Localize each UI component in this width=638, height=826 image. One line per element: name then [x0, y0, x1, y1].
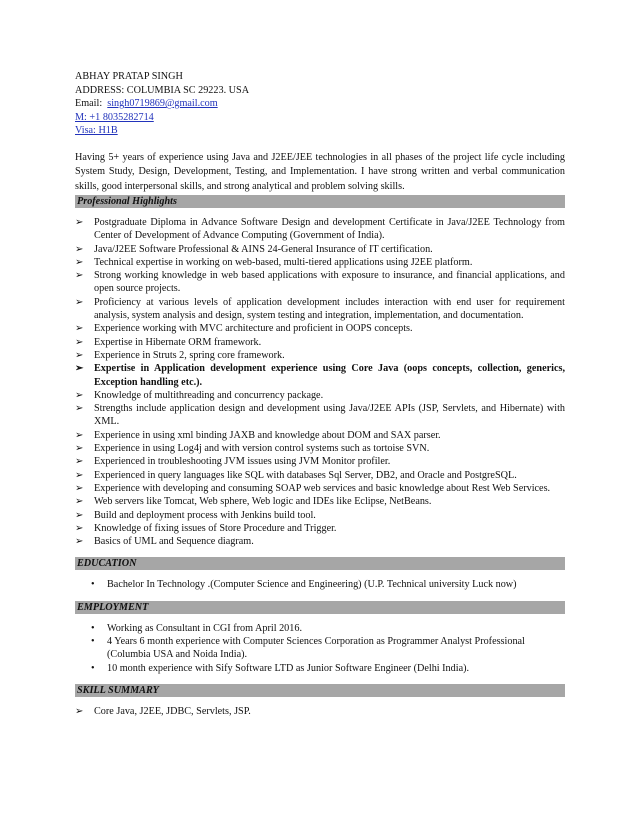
list-item — [75, 705, 565, 718]
highlights-list — [75, 216, 565, 548]
arrow-bullet-icon: ➢ — [75, 349, 84, 361]
arrow-bullet-icon: ➢ — [75, 469, 84, 481]
address-line: ADDRESS: COLUMBIA SC 29223. USA — [75, 84, 250, 96]
list-item-text: Proficiency at various levels of application development includes interaction with end user for requirement analysis, system analysis and design, system testing and integration, implementation, and documentation. — [94, 296, 565, 322]
list-item-text: 4 Years 6 month experience with Computer Sciences Corporation as Programmer Analyst Professional (Columbia USA and Noida India). — [107, 636, 525, 661]
arrow-bullet-icon: ➢ — [75, 536, 84, 548]
email-link[interactable]: singh0719869@gmail.com — [107, 98, 218, 109]
arrow-bullet-icon: ➢ — [75, 443, 84, 455]
list-item-text: Basics of UML and Sequence diagram. — [94, 536, 254, 548]
list-item-text: Strengths include application design and development using Java/J2EE APIs (JSP, Servlets, and Hibernate) with XML. — [94, 403, 565, 428]
mobile-line[interactable]: M: +1 8035282714 — [75, 111, 154, 123]
arrow-bullet-icon: ➢ — [75, 270, 84, 282]
list-item — [75, 455, 565, 468]
arrow-bullet-icon: ➢ — [75, 705, 84, 717]
list-item-text: Experience with developing and consuming SOAP web services and basic knowledge about Rest Web Services. — [94, 482, 551, 494]
list-item-text: Experience in using xml binding JAXB and knowledge about DOM and SAX parser. — [94, 429, 441, 441]
arrow-bullet-icon: ➢ — [75, 496, 84, 508]
list-item-text: Java/J2EE Software Professional & AINS 24-General Insurance of IT certification. — [94, 243, 433, 255]
list-item-text: Experienced in troubleshooting JVM issues using JVM Monitor profiler. — [94, 456, 391, 468]
list-item — [75, 442, 565, 455]
arrow-bullet-icon: ➢ — [75, 363, 84, 375]
list-item-text: Technical expertise in working on web-based, multi-tiered applications using J2EE platform. — [94, 256, 473, 268]
skills-list — [75, 705, 565, 718]
list-item-text: Experience in using Log4j and with version control systems such as tortoise SVN. — [94, 443, 430, 455]
list-item-text: Working as Consultant in CGI from April 2016. — [107, 622, 302, 634]
arrow-bullet-icon: ➢ — [75, 482, 84, 494]
list-item-text: Strong working knowledge in web based applications with exposure to insurance, and financial applications, and open source projects. — [94, 270, 565, 295]
section-header-education: EDUCATION — [75, 557, 565, 570]
arrow-bullet-icon: ➢ — [75, 403, 84, 415]
list-item — [75, 578, 565, 591]
list-item — [75, 269, 565, 296]
arrow-bullet-icon: ➢ — [75, 323, 84, 335]
list-item-text: Experienced in query languages like SQL with databases Sql Server, DB2, and Oracle and PostgreSQL. — [94, 469, 517, 481]
list-item — [75, 522, 565, 535]
list-item-text: Experience working with MVC architecture and proficient in OOPS concepts. — [94, 323, 413, 335]
section-header-skills: SKILL SUMMARY — [75, 684, 565, 697]
list-item — [75, 362, 565, 389]
list-item-text: Experience in Struts 2, spring core framework. — [94, 349, 285, 361]
visa-line[interactable]: Visa: H1B — [75, 125, 118, 136]
dot-bullet-icon: • — [91, 636, 95, 648]
candidate-name: ABHAY PRATAP SINGH — [75, 71, 183, 82]
list-item — [75, 429, 565, 442]
list-item — [75, 336, 565, 349]
list-item — [75, 296, 565, 323]
list-item — [75, 482, 565, 495]
arrow-bullet-icon: ➢ — [75, 243, 84, 255]
list-item — [75, 535, 565, 548]
profile-summary: Having 5+ years of experience using Java and J2EE/JEE technologies in all phases of the project life cycle including System Study, Design, Development, Testing, and Implementation. I have strong written and verbal communication skills, good interpersonal skills, and strong analytical and problem solving skills. — [75, 151, 565, 192]
list-item — [75, 322, 565, 335]
list-item-text: Expertise in Application development experience using Core Java (oops concepts, collection, generics, Exception handling etc.). — [94, 363, 565, 388]
list-item — [75, 256, 565, 269]
list-item-text: Knowledge of multithreading and concurrency package. — [94, 389, 324, 401]
arrow-bullet-icon: ➢ — [75, 256, 84, 268]
list-item-text: Web servers like Tomcat, Web sphere, Web logic and IDEs like Eclipse, NetBeans. — [94, 496, 432, 508]
section-header-employment: EMPLOYMENT — [75, 601, 565, 614]
section-header-highlights: Professional Highlights — [75, 195, 565, 208]
employment-list — [75, 622, 565, 675]
education-list — [75, 578, 565, 591]
list-item — [75, 243, 565, 256]
list-item-text: Build and deployment process with Jenkins build tool. — [94, 509, 316, 521]
arrow-bullet-icon: ➢ — [75, 522, 84, 534]
dot-bullet-icon: • — [91, 662, 95, 674]
list-item — [75, 622, 565, 635]
arrow-bullet-icon: ➢ — [75, 456, 84, 468]
list-item — [75, 495, 565, 508]
list-item — [75, 662, 565, 675]
list-item-text: Expertise in Hibernate ORM framework. — [94, 336, 262, 348]
arrow-bullet-icon: ➢ — [75, 429, 84, 441]
list-item — [75, 509, 565, 522]
list-item-text: Postgraduate Diploma in Advance Software Design and development Certificate in Java/J2EE Technology from Center of Development of Advance Computing (Government of India). — [94, 217, 565, 242]
list-item-text: Core Java, J2EE, JDBC, Servlets, JSP. — [94, 705, 251, 717]
list-item-text: 10 month experience with Sify Software LTD as Junior Software Engineer (Delhi India). — [107, 662, 470, 674]
list-item — [75, 216, 565, 243]
dot-bullet-icon: • — [91, 579, 95, 591]
arrow-bullet-icon: ➢ — [75, 336, 84, 348]
arrow-bullet-icon: ➢ — [75, 217, 84, 228]
arrow-bullet-icon: ➢ — [75, 296, 84, 308]
list-item — [75, 389, 565, 402]
dot-bullet-icon: • — [91, 622, 95, 634]
list-item — [75, 402, 565, 429]
arrow-bullet-icon: ➢ — [75, 389, 84, 401]
arrow-bullet-icon: ➢ — [75, 509, 84, 521]
list-item — [75, 469, 565, 482]
email-line — [75, 97, 565, 111]
list-item-text: Bachelor In Technology .(Computer Science and Engineering) (U.P. Technical university Luck now) — [107, 579, 517, 591]
list-item-text: Knowledge of fixing issues of Store Procedure and Trigger. — [94, 522, 337, 534]
list-item — [75, 635, 565, 662]
resume-page — [75, 70, 565, 718]
email-label: Email: — [75, 98, 103, 109]
list-item — [75, 349, 565, 362]
